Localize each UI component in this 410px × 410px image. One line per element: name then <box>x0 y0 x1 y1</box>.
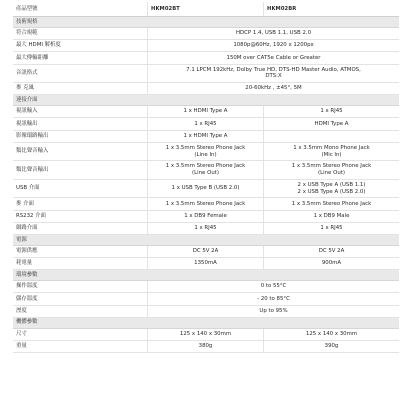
cell-line: 1 x DB9 Female <box>184 212 227 219</box>
transmitter-value-cell <box>147 329 263 340</box>
row-label: 儲存溫度 <box>16 295 38 302</box>
transmitter-value-cell <box>147 341 263 352</box>
cell-line: DTS:X <box>265 73 282 80</box>
table-row <box>13 223 399 235</box>
cell-line: HDMI Type A <box>314 120 349 127</box>
section-header <box>13 235 399 246</box>
cell-line: 7.1 LPCM 192kHz, Dolby True HD, DTS-HD Master Audio, ATMOS, <box>186 66 361 73</box>
cell-line: 1 x RJ45 <box>320 108 343 115</box>
cell-line: 380g <box>198 343 213 350</box>
receiver-value-cell <box>263 223 399 234</box>
shared-value-cell <box>147 65 399 83</box>
row-label: 類比聲音輸入 <box>16 148 49 155</box>
cell-line: DC 5V 2A <box>192 248 219 255</box>
row-label: 重量 <box>16 343 27 350</box>
row-label: 視訊輸入 <box>16 108 38 115</box>
transmitter-value-cell <box>147 198 263 209</box>
row-label: 影像環路輸出 <box>16 132 49 139</box>
section-header <box>13 17 399 28</box>
row-label: RS232 介面 <box>16 212 46 219</box>
cell-line: DC 5V 2A <box>318 248 345 255</box>
section-header <box>13 318 399 329</box>
shared-value-cell <box>147 293 399 304</box>
shared-value-cell <box>147 83 399 94</box>
row-label: 類比聲音輸出 <box>16 166 49 173</box>
transmitter-value-cell <box>147 223 263 234</box>
row-label: 尺寸 <box>16 331 27 338</box>
section-title: 環境參數 <box>16 271 38 278</box>
cell-line: 1 x RJ45 <box>320 224 343 231</box>
cell-line: 125 x 140 x 30mm <box>179 331 232 338</box>
section-title: 技術規格 <box>16 18 38 25</box>
table-row <box>13 161 399 180</box>
cell-line: 2 x USB Type A (USB 2.0) <box>297 188 366 195</box>
section-title: 連接介面 <box>16 96 38 103</box>
table-header-row <box>13 2 399 17</box>
cell-line: 1 x HDMI Type A <box>183 108 228 115</box>
cell-line: 125 x 140 x 30mm <box>305 331 358 338</box>
transmitter-value-cell <box>147 118 263 129</box>
table-row <box>13 143 399 162</box>
cell-line: 1350mA <box>194 260 217 267</box>
table-row <box>13 306 399 318</box>
transmitter-value-cell <box>147 211 263 222</box>
shared-value-cell <box>147 306 399 317</box>
cell-line: 1 x 3.5mm Stereo Phone Jack <box>165 144 246 151</box>
row-label: 麥 介面 <box>16 200 34 207</box>
cell-line: 1080p@60Hz, 1920 x 1200px <box>233 42 314 49</box>
section-header <box>13 270 399 281</box>
cell-line: 0 to 55°C <box>260 283 287 290</box>
receiver-value-cell <box>263 161 399 179</box>
table-row <box>13 131 399 143</box>
cell-line: 1 x 3.5mm Mono Phone Jack <box>293 144 370 151</box>
cell-line: 1 x 3.5mm Stereo Phone Jack <box>165 163 246 170</box>
cell-line: 1 x 3.5mm Stereo Phone Jack <box>291 163 372 170</box>
model-name-transmitter: HKM02BT <box>147 2 263 16</box>
table-row <box>13 341 399 353</box>
cell-line: 1 x DB9 Male <box>313 212 350 219</box>
receiver-value-cell <box>263 246 399 257</box>
model-label: 產品型號 <box>16 5 38 12</box>
row-label: 符合規範 <box>16 30 38 37</box>
receiver-value-cell <box>263 118 399 129</box>
receiver-value-cell <box>263 211 399 222</box>
cell-line: 900mA <box>321 260 342 267</box>
row-label: 音訊格式 <box>16 69 38 76</box>
table-row <box>13 180 399 199</box>
transmitter-value-cell <box>147 131 263 142</box>
cell-line: 1 x 3.5mm Stereo Phone Jack <box>291 200 372 207</box>
table-row <box>13 83 399 95</box>
cell-line: 1 x HDMI Type A <box>183 132 228 139</box>
receiver-value-cell <box>263 341 399 352</box>
transmitter-value-cell <box>147 246 263 257</box>
cell-line: 1 x RJ45 <box>194 224 217 231</box>
table-row <box>13 258 399 270</box>
receiver-value-cell <box>263 329 399 340</box>
cell-line: 1 x RJ45 <box>194 120 217 127</box>
transmitter-value-cell <box>147 258 263 269</box>
row-label: 麥 克風 <box>16 85 34 92</box>
receiver-value-cell <box>263 131 399 142</box>
section-title: 機體參數 <box>16 319 38 326</box>
table-row <box>13 281 399 293</box>
row-label: 耗電量 <box>16 260 33 267</box>
table-row <box>13 118 399 130</box>
receiver-value-cell <box>263 180 399 198</box>
table-row <box>13 52 399 64</box>
receiver-value-cell <box>263 143 399 161</box>
transmitter-value-cell <box>147 143 263 161</box>
shared-value-cell <box>147 281 399 292</box>
shared-value-cell <box>147 52 399 63</box>
row-label: USB 介面 <box>16 185 40 192</box>
transmitter-value-cell <box>147 106 263 117</box>
spec-table <box>13 2 399 353</box>
receiver-value-cell <box>263 106 399 117</box>
row-label: 電源供應 <box>16 248 38 255</box>
cell-line: HDCP 1.4, USB 1.1, USB 2.0 <box>235 30 312 37</box>
receiver-value-cell <box>263 258 399 269</box>
cell-line: (Line Out) <box>192 170 219 177</box>
row-label: 溼度 <box>16 307 27 314</box>
table-row <box>13 65 399 84</box>
cell-line: (Mic In) <box>321 151 342 158</box>
row-label: 視訊輸出 <box>16 120 38 127</box>
cell-line: (Line In) <box>194 151 217 158</box>
transmitter-value-cell <box>147 161 263 179</box>
cell-line: 1 x 3.5mm Stereo Phone Jack <box>165 200 246 207</box>
table-row <box>13 329 399 341</box>
shared-value-cell <box>147 28 399 39</box>
table-row <box>13 211 399 223</box>
table-row <box>13 293 399 305</box>
cell-line: Up to 95% <box>259 307 288 314</box>
table-row <box>13 28 399 40</box>
table-row <box>13 40 399 52</box>
table-row <box>13 106 399 118</box>
table-row <box>13 246 399 258</box>
section-header <box>13 95 399 106</box>
row-label: 網路介面 <box>16 224 38 231</box>
cell-line: - 20 to 85°C <box>257 295 290 302</box>
cell-line: (Line Out) <box>318 170 345 177</box>
row-label: 最大 HDMI 解析度 <box>16 42 61 49</box>
cell-line: 390g <box>324 343 339 350</box>
cell-line: 2 x USB Type A (USB 1.1) <box>297 181 366 188</box>
section-title: 電源 <box>16 236 27 243</box>
shared-value-cell <box>147 40 399 51</box>
table-row <box>13 198 399 210</box>
transmitter-value-cell <box>147 180 263 198</box>
receiver-value-cell <box>263 198 399 209</box>
model-name-receiver: HKM02BR <box>263 2 399 16</box>
cell-line: 150M over CAT5e Cable or Greater <box>226 54 321 61</box>
cell-line: 20-60kHz , ±45°, 5M <box>245 85 302 92</box>
cell-line: 1 x USB Type B (USB 2.0) <box>171 185 240 192</box>
row-label: 操作溫度 <box>16 283 38 290</box>
row-label: 最大傳輸距離 <box>16 54 49 61</box>
